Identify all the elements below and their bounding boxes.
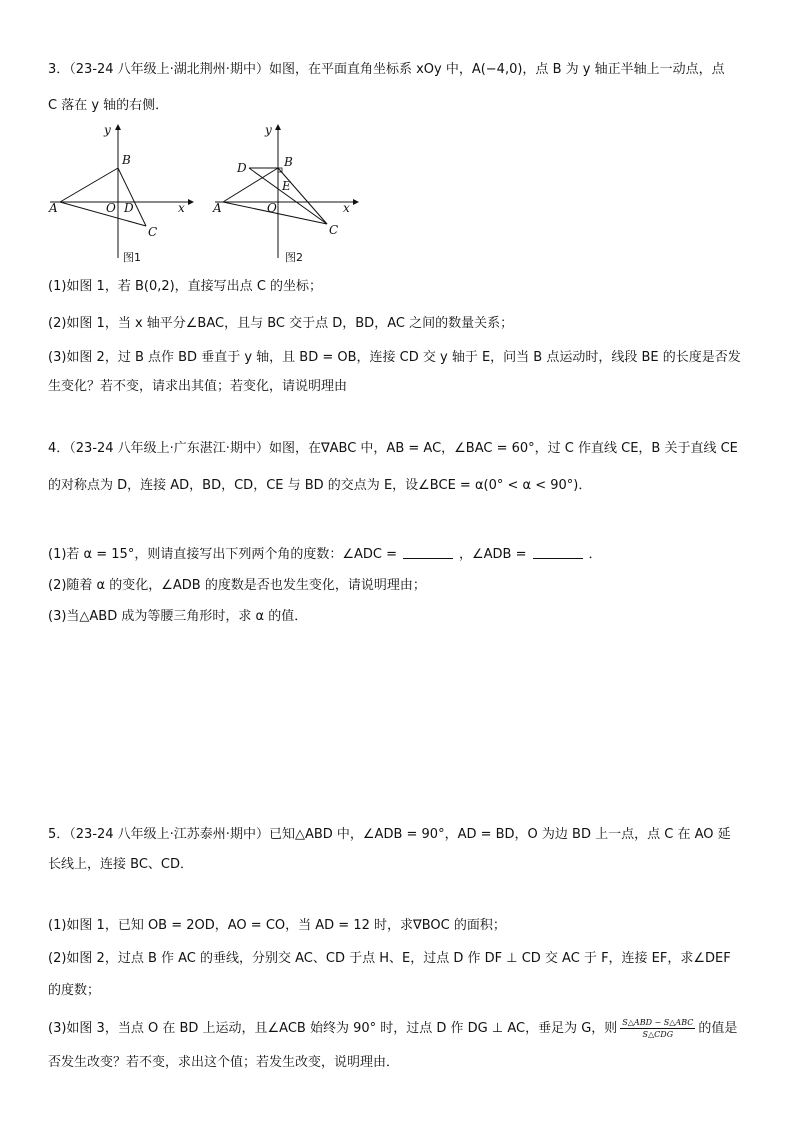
- q4-part1: [48, 546, 602, 564]
- q3-part1: (1)如图 1，若 B(0,2)，直接写出点 C 的坐标；: [48, 279, 323, 294]
- q3-part3-line1: (3)如图 2，过 B 点作 BD 垂直于 y 轴，且 BD = OB，连接 CD 交 y 轴于 E，问当 B 点运动时，线段 BE 的长度是否发: [48, 350, 741, 365]
- q4-part1-text-a: (1)若 α = 15°，则请直接写出下列两个角的度数：∠ADC =: [48, 547, 397, 562]
- q5-part2-line1: (2)如图 2，过点 B 作 AC 的垂线，分别交 AC、CD 于点 H、E，过点 D 作 DF ⊥ CD 交 AC 于 F，连接 EF，求∠DEF: [48, 951, 731, 966]
- q3-figure-1: [40, 118, 200, 268]
- fig1-caption: 图1: [123, 251, 141, 264]
- q4-part2: (2)随着 α 的变化，∠ADB 的度数是否也发生变化，请说明理由；: [48, 578, 426, 593]
- q5-part2-line2: 的度数；: [48, 983, 101, 998]
- q3-part2: (2)如图 1，当 x 轴平分∠BAC，且与 BC 交于点 D，BD，AC 之间的数量关系；: [48, 316, 514, 331]
- q5-part3-text-b: 的值是: [698, 1021, 738, 1036]
- adb-answer-blank: [533, 546, 583, 559]
- area-ratio-fraction: [620, 1017, 695, 1040]
- fig2-label-o: O: [267, 201, 277, 215]
- q3-stem-line1: 3．（23-24 八年级上·湖北荆州·期中）如图，在平面直角坐标系 xOy 中，A(−4,0)，点 B 为 y 轴正半轴上一动点，点: [48, 62, 725, 77]
- q4-stem-line2: 的对称点为 D，连接 AD，BD，CD，CE 与 BD 的交点为 E，设∠BCE = α(0° < α < 90°)．: [48, 478, 592, 493]
- fig1-label-b: B: [122, 153, 131, 167]
- q4-part1-text-c: ．: [588, 547, 602, 562]
- q5-stem-line2: 长线上，连接 BC、CD．: [48, 857, 193, 872]
- fig1-label-a: A: [49, 201, 58, 215]
- q4-part1-text-b: ，∠ADB =: [458, 547, 527, 562]
- fig2-caption: 图2: [285, 251, 303, 264]
- fig2-label-y: y: [265, 123, 272, 137]
- fig1-label-o: O: [106, 201, 116, 215]
- q3-stem-line2: C 落在 y 轴的右侧．: [48, 98, 169, 113]
- q4-stem-line1: 4．（23-24 八年级上·广东湛江·期中）如图，在∇ABC 中，AB = AC，∠BAC = 60°，过 C 作直线 CE，B 关于直线 CE: [48, 441, 738, 456]
- fig2-label-e: E: [282, 179, 291, 193]
- fig2-label-c: C: [329, 223, 339, 237]
- q5-part3-line2: 否发生改变？若不变，求出这个值；若发生改变，说明理由．: [48, 1055, 400, 1070]
- q5-part1: (1)如图 1，已知 OB = 2OD，AO = CO，当 AD = 12 时，求∇BOC 的面积；: [48, 918, 506, 933]
- fig1-label-y: y: [104, 123, 111, 137]
- fraction-denominator: S△CDG: [642, 1030, 674, 1039]
- q5-stem-line1: 5．（23-24 八年级上·江苏泰州·期中）已知△ABD 中，∠ADB = 90°，AD = BD，O 为边 BD 上一点，点 C 在 AO 延: [48, 827, 731, 842]
- fig2-label-x: x: [343, 201, 350, 215]
- q5-part3-text-a: (3)如图 3，当点 O 在 BD 上运动，且∠ACB 始终为 90° 时，过点 D 作 DG ⊥ AC，垂足为 G，则: [48, 1021, 618, 1036]
- q4-part3: (3)当△ABD 成为等腰三角形时，求 α 的值．: [48, 609, 308, 624]
- fig1-label-c: C: [148, 225, 158, 239]
- q3-part3-line2: 生变化？若不变，请求出其值；若变化，请说明理由: [48, 379, 348, 394]
- fig1-label-x: x: [178, 201, 185, 215]
- adc-answer-blank: [403, 546, 453, 559]
- fraction-numerator: S△ABD − S△ABC: [622, 1018, 694, 1027]
- fig2-label-d: D: [237, 161, 247, 175]
- fig2-label-a: A: [213, 201, 222, 215]
- q5-part3-line1: [48, 1012, 737, 1046]
- q3-figure-2: [205, 118, 365, 268]
- fig2-label-b: B: [284, 155, 293, 169]
- fig1-label-d: D: [124, 201, 134, 215]
